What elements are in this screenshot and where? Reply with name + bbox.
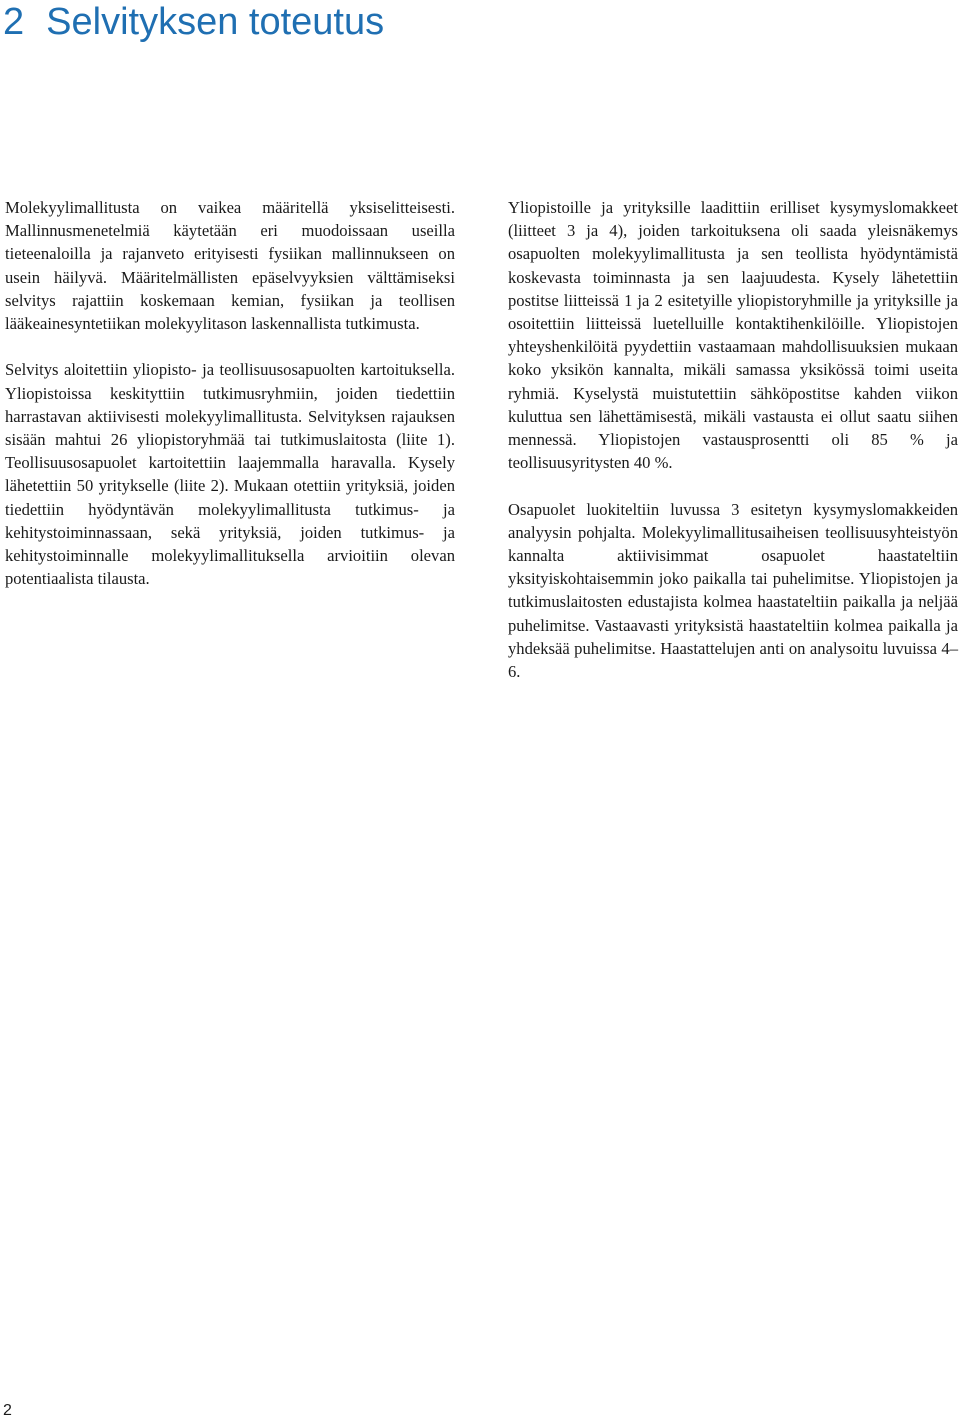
- chapter-heading: [3, 0, 384, 44]
- chapter-title: Selvityksen toteutus: [46, 1, 385, 43]
- paragraph-interviews: Osapuolet luokiteltiin luvussa 3 esitetyn kysymyslomakkeiden analyysin pohjalta. Molekyylimallitusaiheisen teollisuusyhteistyön kannalta aktiivisimmat osapuolet haastateltiin yksityiskohtaisemmin joko paikalla tai puhelimitse. Yliopistojen ja tutkimuslaitosten edustajista kolmea haastateltiin paikalla ja neljää puhelimitse. Vastaavasti yrityksistä haastateltiin kolmea paikalla ja yhdeksää puhelimitse. Haastattelujen anti on analysoitu luvuissa 4–6.: [508, 499, 958, 682]
- left-column: [5, 196, 455, 614]
- page-number: 2: [3, 1402, 12, 1419]
- paragraph-questionnaires: Yliopistoille ja yrityksille laadittiin erilliset kysymyslomakkeet (liitteet 3 ja 4), joiden tarkoituksena oli saada yleisnäkemys osapuolten molekyylimallitusta ja sen teollista hyödyntämistä koskevasta toiminnasta ja sen laajuudesta. Kysely lähetettiin postitse liitteissä 1 ja 2 esitetyille yliopistoryhmille ja yrityksille ja osoitettiin liitteissä luetelluille kontaktihenkilöille. Yliopistojen yhteyshenkilöitä pyydettiin vastaamaan mahdollisuuksien mukaan koko yksikön kannalta, mikäli samassa yksikössä toimi useita ryhmiä. Kyselystä muistutettiin sähköpostitse kahden viikon kuluttua sen lähettämisestä, mikäli vastausta ei ollut saatu siihen mennessä. Yliopistojen vastausprosentti oli 85 % ja teollisuusyritysten 40 %.: [508, 198, 958, 473]
- right-column: [508, 196, 958, 706]
- chapter-number: 2: [3, 1, 25, 43]
- paragraph-survey-mapping: Selvitys aloitettiin yliopisto- ja teollisuusosapuolten kartoituksella. Yliopistoissa keskityttiin tutkimusryhmiin, joiden tiedettiin harrastavan aktiivisesti molekyylimallitusta. Selvityksen rajauksen sisään mahtui 26 yliopistoryhmää tai tutkimuslaitosta (liite 1). Teollisuusosapuolet kartoitettiin laajemmalla haravalla. Kysely lähetettiin 50 yritykselle (liite 2). Mukaan otettiin yrityksiä, joiden tiedettiin hyödyntävän molekyylimallitusta tutkimus- ja kehitystoiminnassaan, sekä yrityksiä, joiden tutkimus- ja kehitystoiminnalle molekyylimallituksella arvioitiin olevan potentiaalista tilausta.: [5, 360, 455, 589]
- paragraph-scope: Molekyylimallitusta on vaikea määritellä yksiselitteisesti. Mallinnusmenetelmiä käytetään eri muodoissaan useilla tieteenaloilla ja rajanveto erityisesti fysiikan mallinnukseen on usein häilyvä. Määritelmällisten epäselvyyksien välttämiseksi selvitys rajattiin koskemaan kemian, fysiikan ja teollisen lääkeainesyntetiikan molekyylitason laskennallista tutkimusta.: [5, 198, 455, 334]
